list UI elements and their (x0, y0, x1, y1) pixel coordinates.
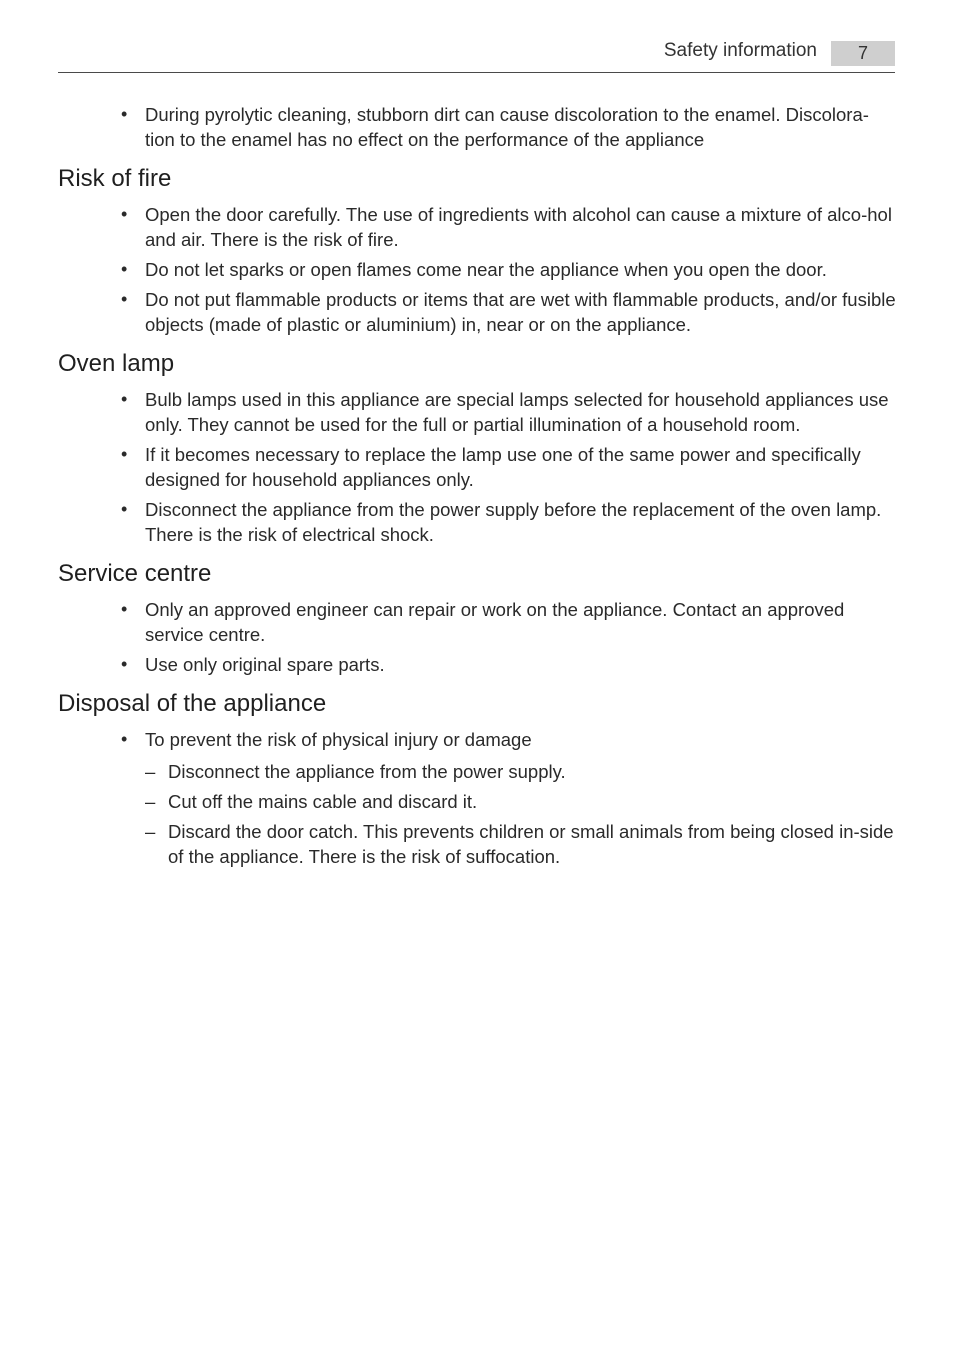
list-item: • Disconnect the appliance from the power supply before the replacement of the oven lamp. There is the risk of electrical shock. (145, 497, 896, 547)
disposal-sub-list (145, 759, 896, 869)
lamp-list (58, 387, 896, 547)
page-header (58, 38, 895, 73)
list-item: • Open the door carefully. The use of ingredients with alcohol can cause a mixture of alco-hol and air. There is the risk of fire. (145, 202, 896, 252)
sub-list-item: – Discard the door catch. This prevents children or small animals from being closed in-side of the appliance. There is the risk of suffocation. (168, 819, 896, 869)
intro-list (58, 102, 896, 152)
list-item: • Only an approved engineer can repair or work on the appliance. Contact an approved service centre. (145, 597, 896, 647)
section-title-service-centre: Service centre (58, 560, 212, 587)
fire-list (58, 202, 896, 337)
sub-list-item: – Cut off the mains cable and discard it. (168, 789, 896, 814)
disposal-list (58, 727, 896, 869)
list-item: • If it becomes necessary to replace the lamp use one of the same power and specifically designed for household appliances only. (145, 442, 896, 492)
list-item-text: To prevent the risk of physical injury or damage (145, 729, 532, 750)
section-title-oven-lamp: Oven lamp (58, 350, 175, 377)
sub-list-item: – Disconnect the appliance from the power supply. (168, 759, 896, 784)
list-item: • During pyrolytic cleaning, stubborn dirt can cause discoloration to the enamel. Discolora-tion to the enamel has no effect on the performance of the appliance (145, 102, 896, 152)
page-number: 7 (831, 41, 895, 66)
list-item: • Bulb lamps used in this appliance are special lamps selected for household appliances use only. They cannot be used for the full or partial illumination of a household room. (145, 387, 896, 437)
list-item: • Use only original spare parts. (145, 652, 896, 677)
service-list (58, 597, 896, 677)
list-item: • Do not put flammable products or items that are wet with flammable products, and/or fusible objects (made of plastic or aluminium) in, near or on the appliance. (145, 287, 896, 337)
section-title-risk-of-fire: Risk of fire (58, 165, 172, 192)
list-item (145, 727, 896, 869)
page-content (58, 102, 896, 874)
section-title-disposal: Disposal of the appliance (58, 690, 327, 717)
list-item: • Do not let sparks or open flames come near the appliance when you open the door. (145, 257, 896, 282)
header-title: Safety information (663, 40, 817, 61)
